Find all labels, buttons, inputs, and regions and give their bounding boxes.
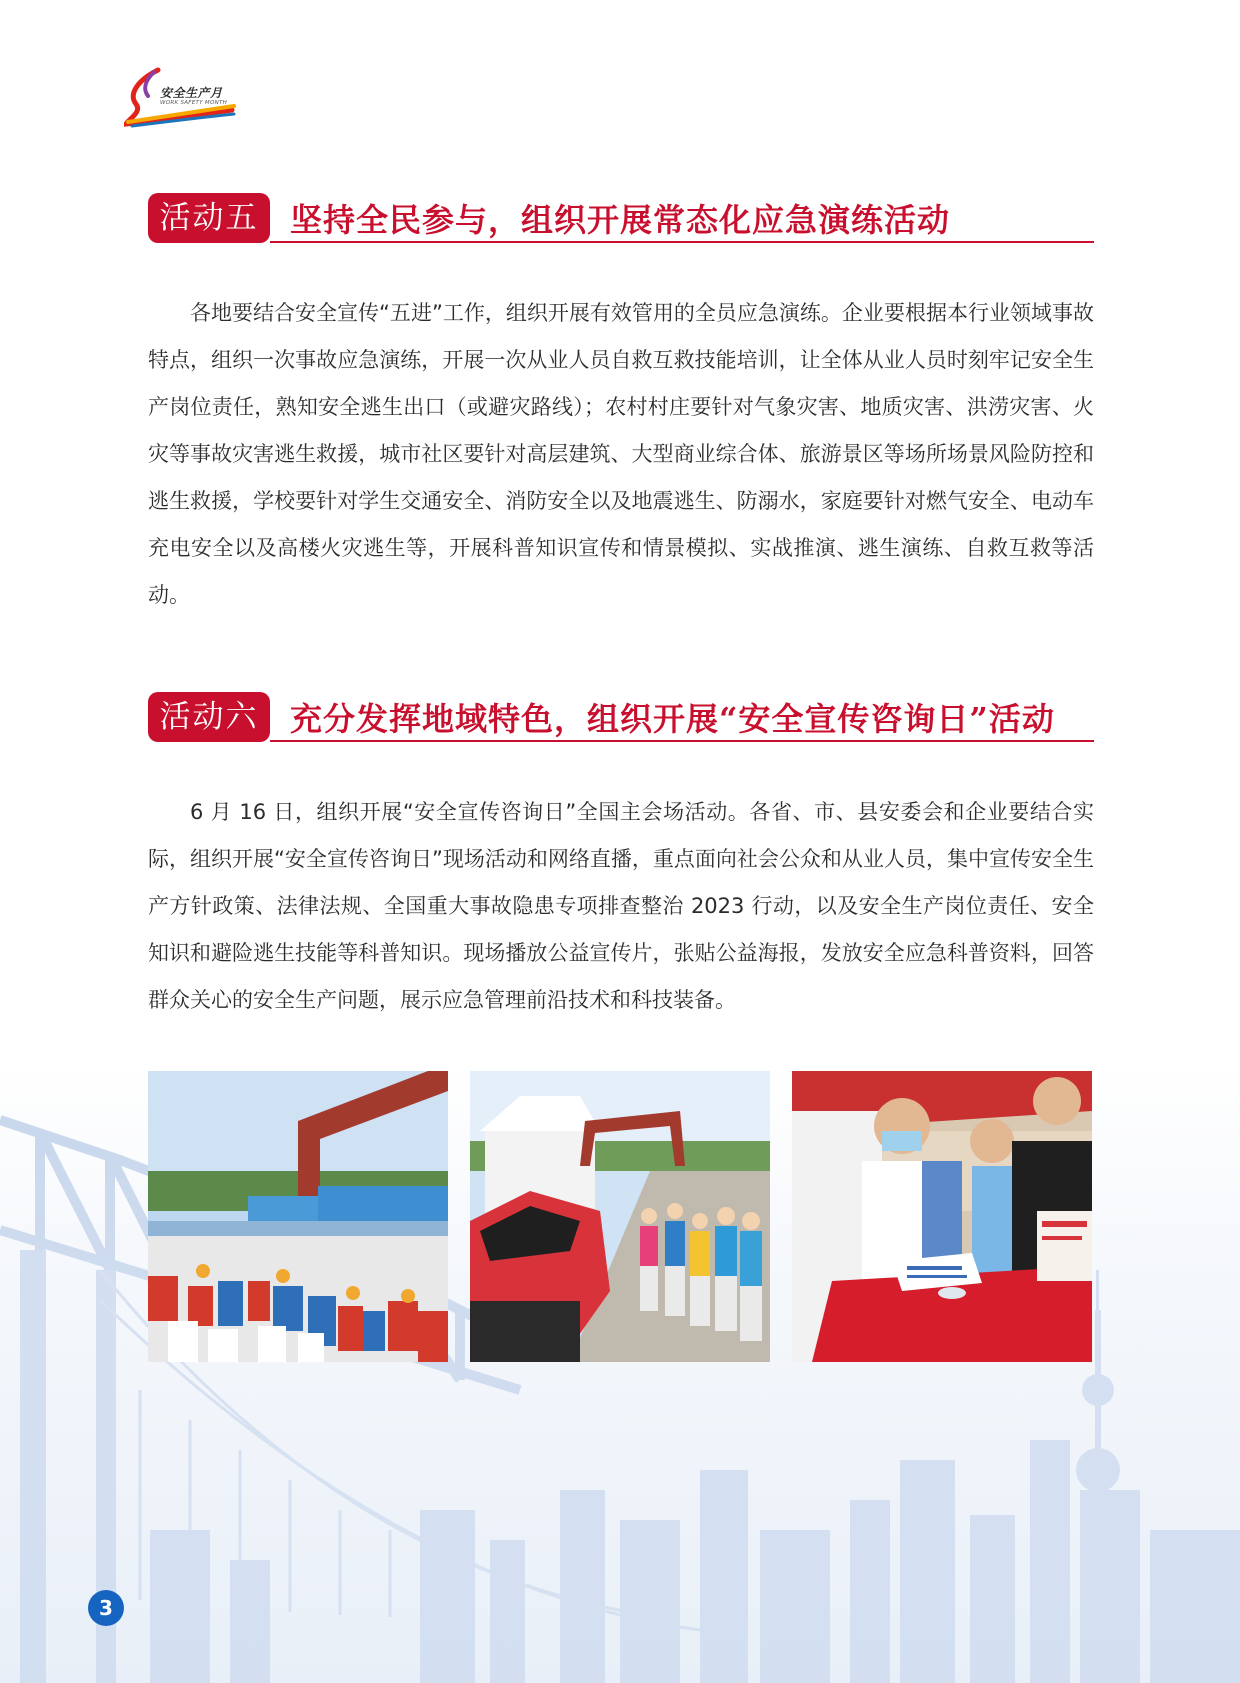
photo-main-venue: [148, 1071, 448, 1362]
section-title: 坚持全民参与，组织开展常态化应急演练活动: [290, 201, 951, 239]
section-badge: 活动五: [148, 193, 270, 243]
photo-consultation-booth: [792, 1071, 1092, 1362]
photo-children-fire-vehicle: [470, 1071, 770, 1362]
logo-title: 安全生产月: [160, 86, 223, 100]
section-paragraph-activity-5: 各地要结合安全宣传“五进”工作，组织开展有效管用的全员应急演练。企业要根据本行业领域事故特点，组织一次事故应急演练，开展一次从业人员自救互救技能培训，让全体从业人员时刻牢记安全生产岗位责任，熟知安全逃生出口（或避灾路线）；农村村庄要针对气象灾害、地质灾害、洪涝灾害、火灾等事故灾害逃生救援，城市社区要针对高层建筑、大型商业综合体、旅游景区等场所场景风险防控和逃生救援，学校要针对学生交通安全、消防安全以及地震逃生、防溺水，家庭要针对燃气安全、电动车充电安全以及高楼火灾逃生等，开展科普知识宣传和情景模拟、实战推演、逃生演练、自救互救等活动。: [148, 301, 1094, 607]
section-header-activity-6: [148, 692, 1094, 742]
section-divider: [270, 740, 1094, 742]
section-header-activity-5: [148, 193, 1094, 243]
section-paragraph-activity-6: 6 月 16 日，组织开展“安全宣传咨询日”全国主会场活动。各省、市、县安委会和企业要结合实际，组织开展“安全宣传咨询日”现场活动和网络直播，重点面向社会公众和从业人员，集中宣传安全生产方针政策、法律法规、全国重大事故隐患专项排查整治 2023 行动，以及安全生产岗位责任、安全知识和避险逃生技能等科普知识。现场播放公益宣传片，张贴公益海报，发放安全应急科普资料，回答群众关心的安全生产问题，展示应急管理前沿技术和科技装备。: [148, 800, 1094, 1012]
section-divider: [270, 241, 1094, 243]
section-title: 充分发挥地域特色，组织开展“安全宣传咨询日”活动: [290, 700, 1055, 738]
work-safety-month-logo: [124, 66, 236, 128]
logo-subtitle: WORK SAFETY MONTH: [160, 100, 228, 106]
section-badge: 活动六: [148, 692, 270, 742]
page-number: 3: [88, 1590, 124, 1626]
